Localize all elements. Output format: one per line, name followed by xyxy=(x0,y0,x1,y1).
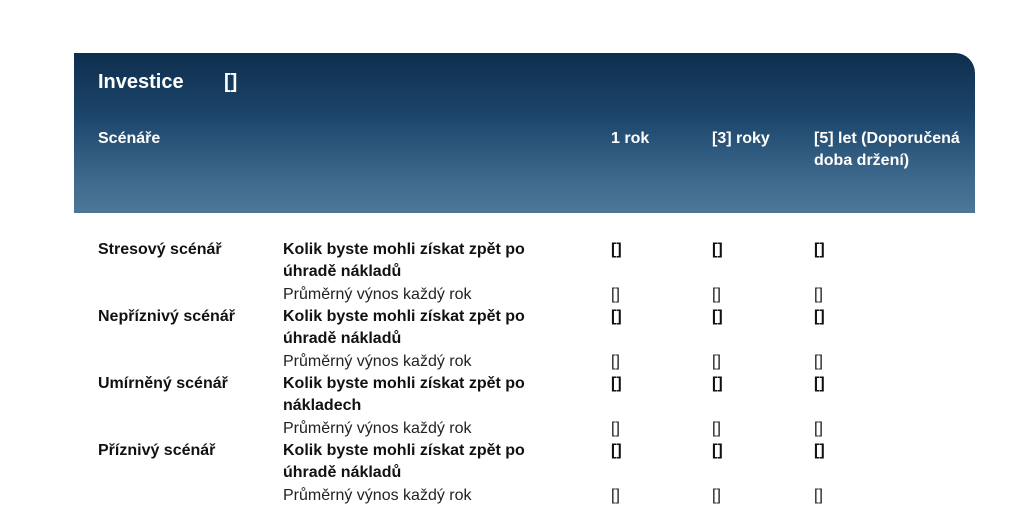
scenario-name: Stresový scénář xyxy=(98,241,222,258)
column-header-scenarios: Scénáře xyxy=(98,130,161,147)
value-cell: [] xyxy=(814,442,825,459)
value-cell: [] xyxy=(814,420,823,437)
value-cell: [] xyxy=(611,487,620,504)
value-cell: [] xyxy=(814,487,823,504)
table-header xyxy=(74,53,975,213)
scenario-name: Nepříznivý scénář xyxy=(98,308,235,325)
value-cell: [] xyxy=(712,487,721,504)
row-label-average: Průměrný výnos každý rok xyxy=(283,487,472,504)
value-cell: [] xyxy=(712,442,723,459)
row-label-return: Kolik byste mohli získat zpět po úhradě nákladů xyxy=(283,442,525,481)
value-cell: [] xyxy=(611,375,622,392)
value-cell: [] xyxy=(814,241,825,258)
title-placeholder: [] xyxy=(224,71,238,93)
value-cell: [] xyxy=(611,353,620,370)
scenario-name: Příznivý scénář xyxy=(98,442,216,459)
row-label-return: Kolik byste mohli získat zpět po úhradě nákladů xyxy=(283,241,525,280)
value-cell: [] xyxy=(814,353,823,370)
value-cell: [] xyxy=(712,353,721,370)
page-title: Investice xyxy=(98,71,184,93)
table-row xyxy=(0,306,1024,373)
table-row xyxy=(0,440,1024,507)
column-header-3-years: [3] roky xyxy=(712,130,770,147)
value-cell: [] xyxy=(814,286,823,303)
value-cell: [] xyxy=(712,420,721,437)
value-cell: [] xyxy=(712,308,723,325)
value-cell: [] xyxy=(712,241,723,258)
row-label-return: Kolik byste mohli získat zpět po úhradě nákladů xyxy=(283,308,525,347)
value-cell: [] xyxy=(611,308,622,325)
row-label-return: Kolik byste mohli získat zpět po nákladech xyxy=(283,375,525,414)
row-label-average: Průměrný výnos každý rok xyxy=(283,420,472,437)
column-header-1-year: 1 rok xyxy=(611,130,650,147)
value-cell: [] xyxy=(611,286,620,303)
value-cell: [] xyxy=(611,241,622,258)
value-cell: [] xyxy=(611,442,622,459)
value-cell: [] xyxy=(712,286,721,303)
value-cell: [] xyxy=(814,308,825,325)
row-label-average: Průměrný výnos každý rok xyxy=(283,353,472,370)
value-cell: [] xyxy=(814,375,825,392)
row-label-average: Průměrný výnos každý rok xyxy=(283,286,472,303)
column-header-5-years: [5] let (Doporučená doba držení) xyxy=(814,130,960,169)
table-row xyxy=(0,373,1024,440)
value-cell: [] xyxy=(611,420,620,437)
scenario-name: Umírněný scénář xyxy=(98,375,228,392)
table-row xyxy=(0,239,1024,306)
value-cell: [] xyxy=(712,375,723,392)
